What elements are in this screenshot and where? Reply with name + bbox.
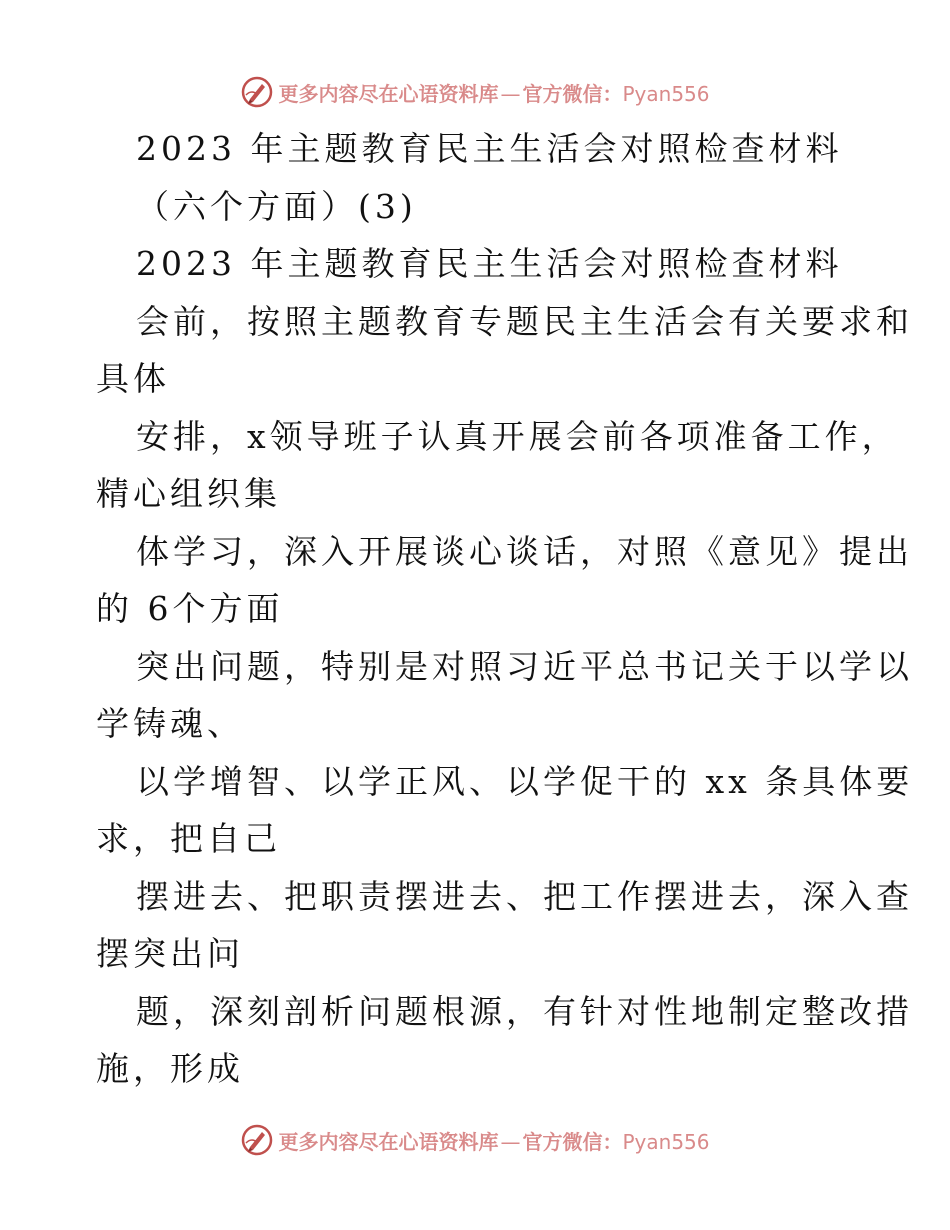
- paragraph-line: 会前，按照主题教育专题民主生活会有关要求和: [136, 301, 913, 341]
- paragraph-line: 具体: [96, 359, 170, 398]
- pen-logo-icon: [240, 1123, 274, 1157]
- paragraph-line: 摆进去、把职责摆进去、把工作摆进去，深入查: [136, 876, 913, 916]
- document-title: 2023 年主题教育民主生活会对照检查材料: [136, 129, 843, 168]
- paragraph-line: 求，把自己: [96, 819, 281, 858]
- watermark-header: [0, 72, 950, 112]
- paragraph-line: 精心组织集: [96, 474, 281, 513]
- paragraph-line: 的 6个方面: [96, 589, 284, 628]
- paragraph-line: 安排，x领导班子认真开展会前各项准备工作，: [136, 416, 899, 456]
- document-heading: 2023 年主题教育民主生活会对照检查材料: [136, 244, 843, 283]
- paragraph-line: 突出问题，特别是对照习近平总书记关于以学以: [136, 646, 913, 686]
- paragraph-line: 题，深刻剖析问题根源，有针对性地制定整改措: [136, 991, 913, 1031]
- document-title-subtitle: （六个方面）(3): [136, 186, 417, 226]
- paragraph-line: 学铸魂、: [96, 704, 244, 743]
- paragraph-line: 摆突出问: [96, 934, 244, 973]
- pen-logo-icon: [240, 75, 274, 109]
- watermark-text: 更多内容尽在心语资料库 — 官方微信：Pyan556: [278, 1129, 710, 1154]
- paragraph-line: 以学增智、以学正风、以学促干的 xx 条具体要: [136, 761, 914, 801]
- paragraph-line: 体学习，深入开展谈心谈话，对照《意见》提出: [136, 531, 913, 571]
- document-body: [96, 120, 914, 1098]
- paragraph-line: 施，形成: [96, 1049, 244, 1088]
- watermark-text: 更多内容尽在心语资料库 — 官方微信：Pyan556: [278, 81, 710, 106]
- watermark-footer: [0, 1120, 950, 1160]
